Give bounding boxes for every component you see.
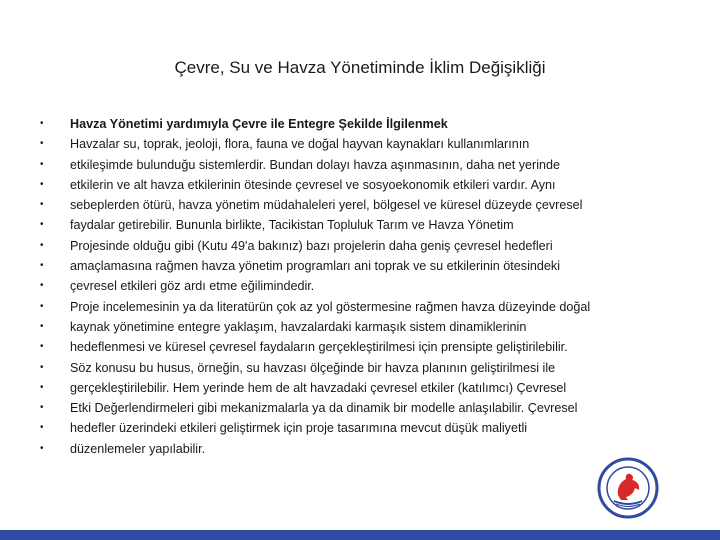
bullet-line [40,297,680,317]
bullet-text: faydalar getirebilir. Bununla birlikte, Tacikistan Topluluk Tarım ve Havza Yönetim [70,218,514,233]
bullet-marker: • [40,422,44,434]
bullet-line [40,256,680,276]
bullet-line [40,215,680,235]
bullet-line [40,175,680,195]
bullet-text: etkileşimde bulunduğu sistemlerdir. Bundan dolayı havza aşınmasının, daha net yerinde [70,157,561,172]
bullet-line [40,418,680,438]
bullet-line [40,236,680,256]
bullet-line [40,358,680,378]
bullet-marker: • [40,300,44,312]
bullet-text: gerçekleştirilebilir. Hem yerinde hem de alt havzadaki çevresel etkiler (katılımcı) Çevresel [70,380,567,395]
bullet-text: düzenlemeler yapılabilir. [70,441,206,456]
bullet-marker: • [40,320,44,332]
bullet-marker: • [40,118,44,129]
bullet-line [40,317,680,337]
bullet-line [40,337,680,357]
bullet-marker: • [40,219,44,231]
bullet-text: hedeflenmesi ve küresel çevresel faydaların gerçekleştirilmesi için prensipte geliştirilebilir. [70,340,568,355]
bullet-line [40,155,680,175]
bullet-marker: • [40,341,44,353]
slide-body [40,114,680,459]
bullet-marker: • [40,361,44,373]
bullet-marker: • [40,239,44,251]
bullet-text: Proje incelemesinin ya da literatürün çok az yol göstermesine rağmen havza düzeyinde doğal [70,299,591,314]
slide-title: Çevre, Su ve Havza Yönetiminde İklim Değişikliği [174,58,546,77]
bullet-line [40,439,680,459]
bullet-text: hedefler üzerindeki etkileri geliştirmek için proje tasarımına mevcut düşük maliyetli [70,421,528,436]
bullet-marker: • [40,260,44,272]
bullet-text: Havza Yönetimi yardımıyla Çevre ile Entegre Şekilde İlgilenmek [70,117,448,131]
bullet-marker: • [40,280,44,292]
bullet-text: Projesinde olduğu gibi (Kutu 49'a bakınız) bazı projelerin daha geniş çevresel hedefleri [70,238,553,253]
bullet-marker: • [40,381,44,393]
bullet-line [40,134,680,154]
bullet-marker: • [40,158,44,170]
footer-bar [0,530,720,540]
bullet-text: Havzalar su, toprak, jeoloji, flora, fauna ve doğal hayvan kaynakları kullanımlarının [70,137,530,152]
bullet-text: kaynak yönetimine entegre yaklaşım, havzalardaki karmaşık sistem dinamiklerinin [70,319,527,334]
bullet-heading [40,114,680,134]
bullet-marker: • [40,138,44,150]
bullet-marker: • [40,178,44,190]
bullet-text: amaçlamasına rağmen havza yönetim programları ani toprak ve su etkilerinin ötesindeki [70,259,560,274]
bullet-line [40,195,680,215]
bullet-marker: • [40,442,44,454]
bullet-text: çevresel etkileri göz ardı etme eğilimindedir. [70,279,315,294]
bullet-line [40,398,680,418]
bullet-line [40,378,680,398]
bullet-marker: • [40,199,44,211]
bullet-text: Söz konusu bu husus, örneğin, su havzası ölçeğinde bir havza planının geliştirilmesi ile [70,360,556,375]
bullet-line [40,276,680,296]
bullet-text: Etki Değerlendirmeleri gibi mekanizmalarla ya da dinamik bir modelle anlaşılabilir. Çevresel [70,401,578,416]
bullet-text: etkilerin ve alt havza etkilerinin ötesinde çevresel ve sosyoekonomik etkileri vardır. Aynı [70,177,556,192]
bullet-text: sebeplerden ötürü, havza yönetim müdahaleleri yerel, bölgesel ve küresel düzeyde çevresel [70,198,583,213]
university-seal-icon [597,457,659,519]
bullet-marker: • [40,402,44,414]
